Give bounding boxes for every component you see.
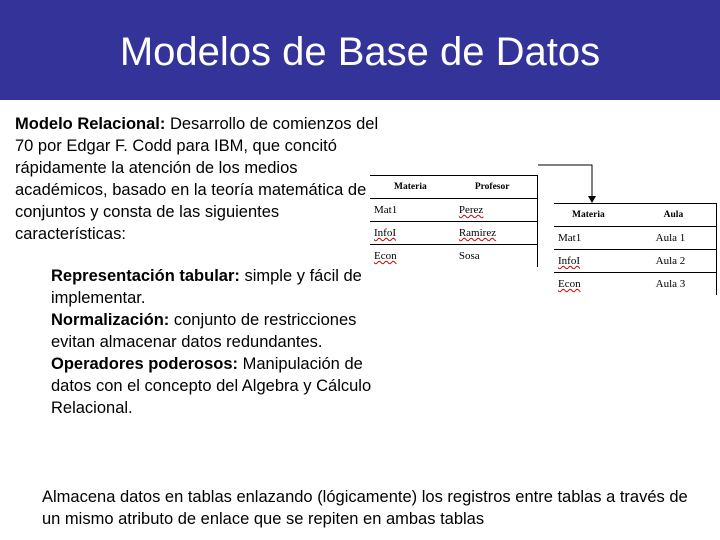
table-cell: Aula 3 <box>655 278 686 290</box>
table-row <box>554 273 717 296</box>
bullet-text: conjunto de restricciones evitan almacenar datos redundantes. <box>51 311 357 351</box>
table-cell: Econ <box>374 250 397 262</box>
table-cell: Mat1 <box>554 227 636 250</box>
table-cell: InfoI <box>554 250 636 273</box>
bullet-bold: Operadores poderosos: <box>51 355 239 373</box>
table-cell: Aula 1 <box>636 227 717 250</box>
table-materia-aula <box>554 203 717 295</box>
intro-bold: Modelo Relacional: <box>15 115 166 133</box>
table-row <box>370 199 538 222</box>
bullet-text: simple y fácil de implementar. <box>51 267 362 307</box>
bullet-text: Manipulación de datos con el concepto del Algebra y Cálculo Relacional. <box>51 355 372 417</box>
slide-title: Modelos de Base de Datos <box>119 30 601 74</box>
table-cell: Aula 2 <box>636 250 717 273</box>
table-row <box>370 245 538 268</box>
table-cell: Ramirez <box>455 222 538 245</box>
intro-text: Desarrollo de comienzos del 70 por Edgar F. Codd para IBM, que concitó rápidamente la atención de los medios académicos, basado en la teoría matemática de conjuntos y consta de las siguientes características: <box>15 115 379 243</box>
table-header: Materia <box>554 204 636 227</box>
table-cell: Mat1 <box>370 199 455 222</box>
table-row <box>554 250 717 273</box>
footer-text: Almacena datos en tablas enlazando (lógicamente) los registros entre tablas a través de un mismo atributo de enlace que se repiten en ambas tablas <box>42 488 688 528</box>
table-cell: Perez <box>455 199 538 222</box>
table-row <box>370 222 538 245</box>
table-row <box>554 227 717 250</box>
table-cell: Sosa <box>458 250 480 262</box>
table-cell: Econ <box>558 278 581 290</box>
bullet-bold: Normalización: <box>51 311 170 329</box>
table-header: Aula <box>636 204 717 227</box>
table-materia-profesor <box>370 175 538 267</box>
bullet-bold: Representación tabular: <box>51 267 240 285</box>
table-header: Profesor <box>455 176 538 199</box>
table-header: Materia <box>370 176 455 199</box>
table-cell: InfoI <box>370 222 455 245</box>
